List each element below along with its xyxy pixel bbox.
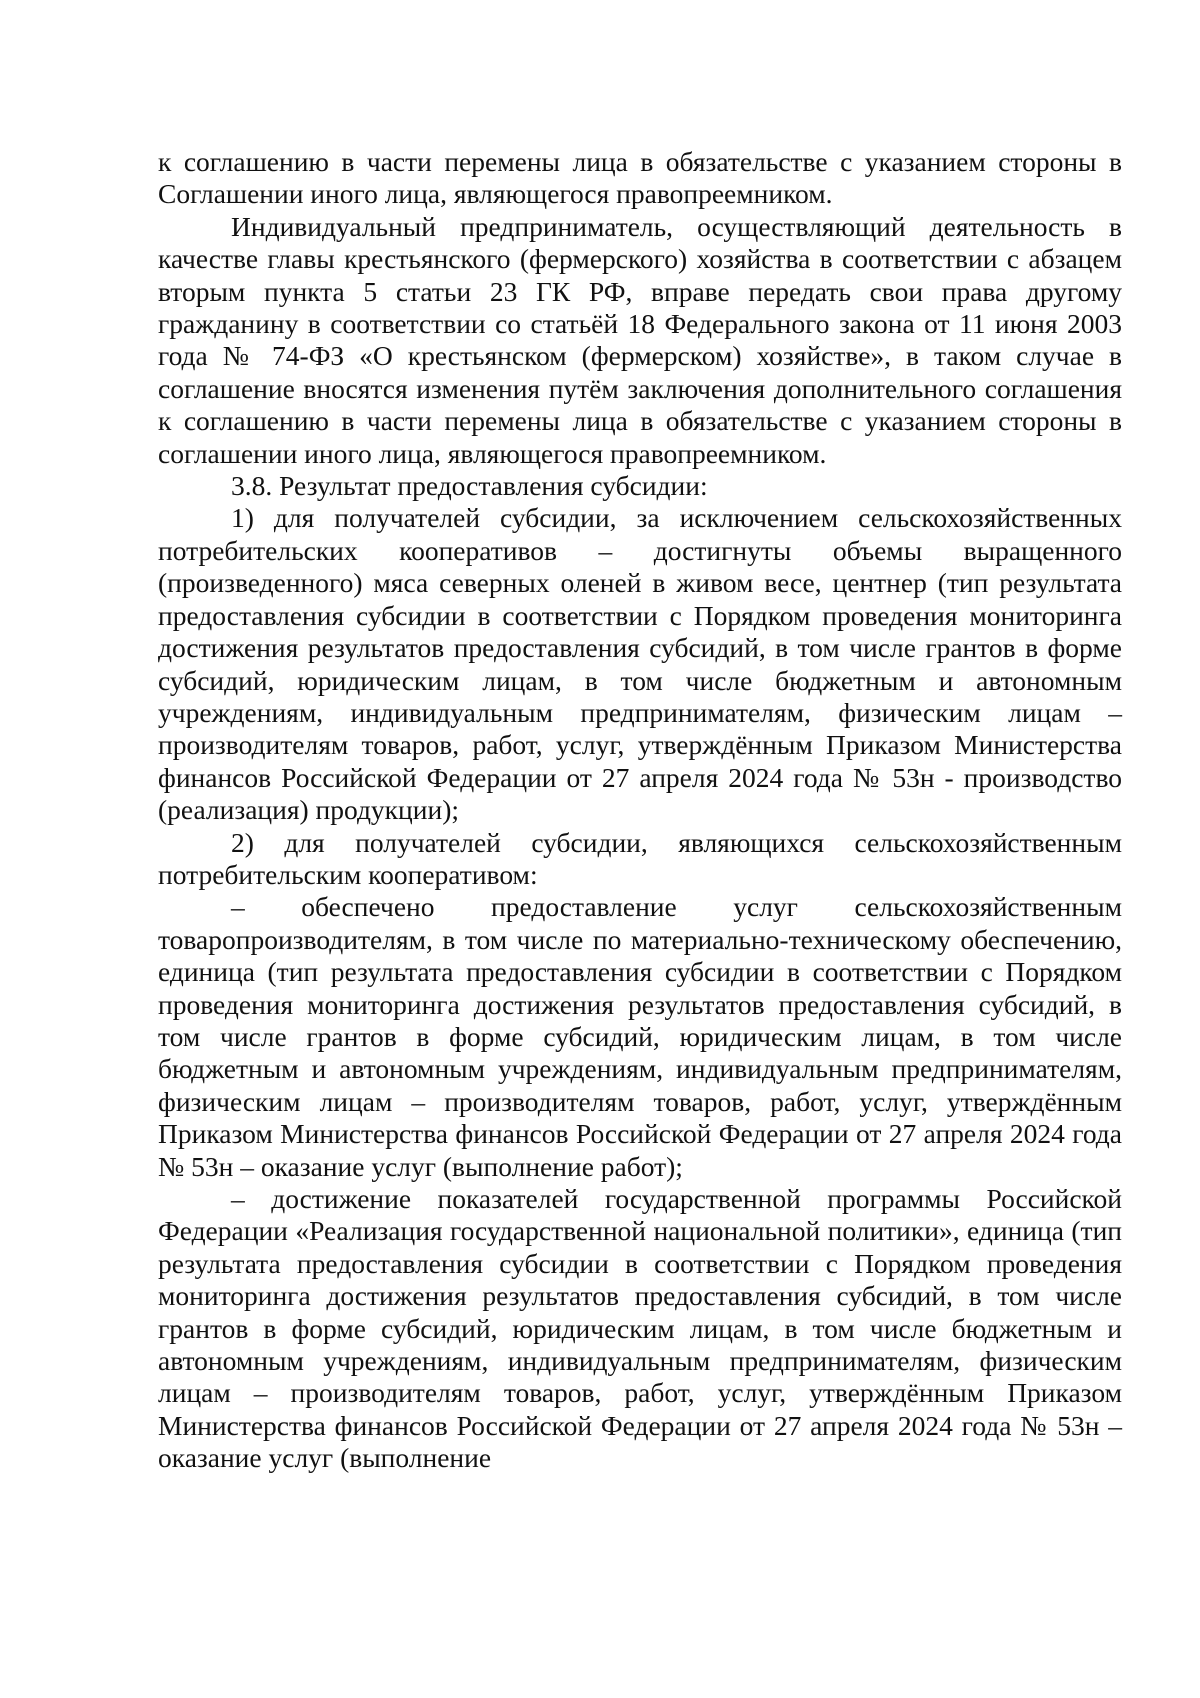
- paragraph-entrepreneur-rights: Индивидуальный предприниматель, осуществляющий деятельность в качестве главы крестьянского (фермерского) хозяйства в соответствии с абзацем вторым пункта 5 статьи 23 ГК РФ, вправе передать свои права другому гражданину в соответствии со статьёй 18 Федерального закона от 11 июня 2003 года № 74-ФЗ «О крестьянском (фермерском) хозяйстве», в таком случае в соглашение вносятся изменения путём заключения дополнительного соглашения к соглашению в части перемены лица в обязательстве с указанием стороны в соглашении иного лица, являющегося правопреемником.: [158, 210, 1122, 469]
- list-item-1: 1) для получателей субсидии, за исключением сельскохозяйственных потребительских кооперативов – достигнуты объемы выращенного (произведенного) мяса северных оленей в живом весе, центнер (тип результата предоставления субсидии в соответствии с Порядком проведения мониторинга достижения результатов предоставления субсидий, в том числе грантов в форме субсидий, юридическим лицам, в том числе бюджетным и автономным учреждениям, индивидуальным предпринимателям, физическим лицам – производителям товаров, работ, услуг, утверждённым Приказом Министерства финансов Российской Федерации от 27 апреля 2024 года № 53н - производство (реализация) продукции);: [158, 502, 1122, 826]
- section-heading-3-8: 3.8. Результат предоставления субсидии:: [231, 470, 708, 502]
- dash-item-program-indicators: – достижение показателей государственной программы Российской Федерации «Реализация государственной национальной политики», единица (тип результата предоставления субсидии в соответствии с Порядком проведения мониторинга достижения результатов предоставления субсидий, в том числе грантов в форме субсидий, юридическим лицам, в том числе бюджетным и автономным учреждениям, индивидуальным предпринимателям, физическим лицам – производителям товаров, работ, услуг, утверждённым Приказом Министерства финансов Российской Федерации от 27 апреля 2024 года № 53н – оказание услуг (выполнение: [158, 1183, 1122, 1474]
- document-body: [158, 146, 1122, 1475]
- list-item-2: 2) для получателей субсидии, являющихся сельскохозяйственным потребительским кооперативом:: [158, 826, 1122, 890]
- dash-item-services: – обеспечено предоставление услуг сельскохозяйственным товаропроизводителям, в том числе по материально-техническому обеспечению, единица (тип результата предоставления субсидии в соответствии с Порядком проведения мониторинга достижения результатов предоставления субсидий, в том числе грантов в форме субсидий, юридическим лицам, в том числе бюджетным и автономным учреждениям, индивидуальным предпринимателям, физическим лицам – производителям товаров, работ, услуг, утверждённым Приказом Министерства финансов Российской Федерации от 27 апреля 2024 года № 53н – оказание услуг (выполнение работ);: [158, 891, 1122, 1182]
- paragraph-continuation: к соглашению в части перемены лица в обязательстве с указанием стороны в Соглашении иного лица, являющегося правопреемником.: [158, 146, 1122, 210]
